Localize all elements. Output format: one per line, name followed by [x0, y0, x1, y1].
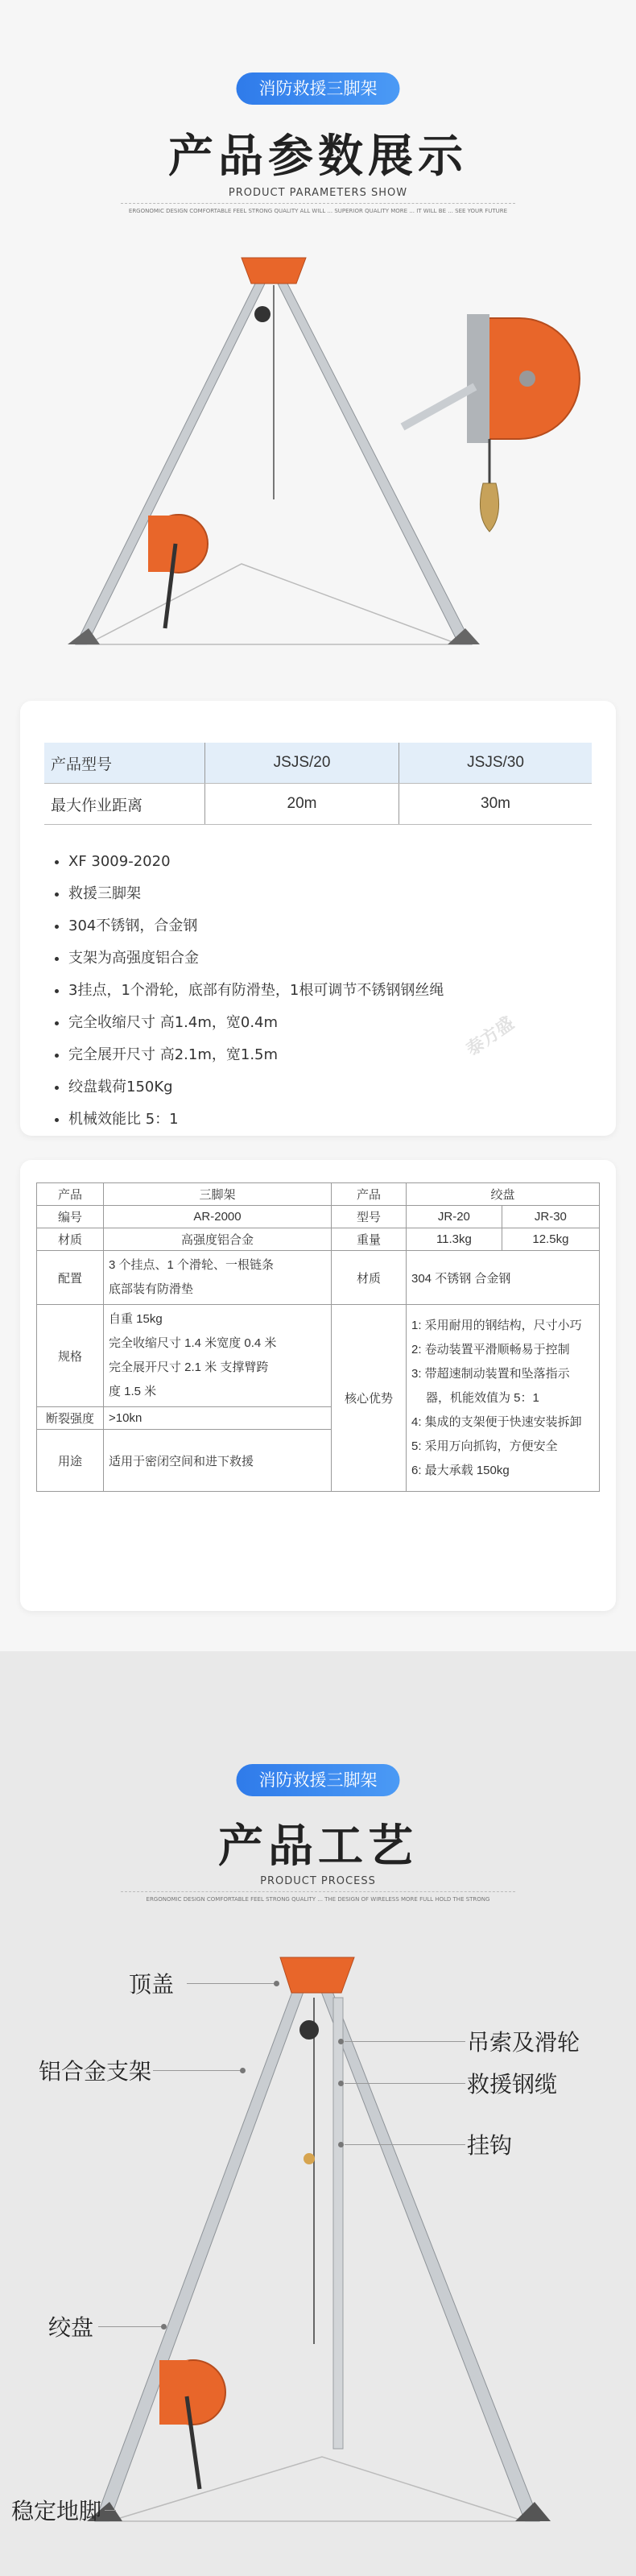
callout-feet: 稳定地脚 [11, 2498, 102, 2524]
dt-adv-4: 4: 集成的支架便于快速安装拆卸 [411, 1414, 582, 1429]
dt-h-winch: 绞盘 [407, 1183, 600, 1206]
spec-list [36, 846, 616, 1136]
table-row [37, 1228, 600, 1251]
section-fine-print-2: ERGONOMIC DESIGN COMFORTABLE FEEL STRONG QUALITY ... THE DESIGN OF WIRELESS MORE FULL HOLD THE STRONG [121, 1891, 515, 1904]
dt-mat-label: 材质 [37, 1228, 104, 1251]
callout-line [153, 2070, 242, 2071]
dt-use-label: 用途 [37, 1430, 104, 1492]
dt-adv-2: 2: 卷动装置平滑顺畅易于控制 [411, 1342, 570, 1356]
tripod-process-illustration [0, 1925, 636, 2570]
dt-adv-3: 3: 带超速制动装置和坠落指示 [411, 1366, 570, 1381]
dt-code-value: AR-2000 [104, 1206, 332, 1228]
dt-spec-line2: 完全收缩尺寸 1.4 米宽度 0.4 米 [109, 1336, 277, 1350]
section-fine-print: ERGONOMIC DESIGN COMFORTABLE FEEL STRONG QUALITY ALL WILL ... SUPERIOR QUALITY MORE ... IT WILL BE ... SEE YOUR FUTURE [121, 203, 515, 216]
category-pill: 消防救援三脚架 [237, 72, 400, 105]
callout-line [345, 2041, 465, 2042]
section-title: 产品参数展示 [168, 130, 468, 183]
dt-h-product1: 产品 [37, 1183, 104, 1206]
dt-code-label: 编号 [37, 1206, 104, 1228]
section-subtitle-2: PRODUCT PROCESS [260, 1875, 376, 1887]
table-row [37, 1251, 600, 1305]
dt-model-label: 型号 [332, 1206, 407, 1228]
spec-header-jsjs20: JSJS/20 [205, 743, 399, 784]
dt-adv-6: 6: 最大承载 150kg [411, 1463, 510, 1477]
dt-h-tripod: 三脚架 [104, 1183, 332, 1206]
dt-spec-value [104, 1305, 332, 1407]
spec-cell-distance-label: 最大作业距离 [44, 784, 205, 825]
dt-h-product2: 产品 [332, 1183, 407, 1206]
list-item: • 救援三脚架 [68, 878, 616, 910]
dt-spec-line1: 自重 15kg [109, 1312, 163, 1326]
dt-break-value: >10kn [104, 1407, 332, 1430]
dt-adv-5: 5: 采用万向抓钩，方便安全 [411, 1439, 558, 1453]
dt-mat-value: 高强度铝合金 [104, 1228, 332, 1251]
dt-use-value: 适用于密闭空间和进下救援 [104, 1430, 332, 1492]
callout-dot [338, 2039, 344, 2044]
callout-hook: 挂钩 [467, 2132, 513, 2159]
dt-mat2-label: 材质 [332, 1251, 407, 1305]
callout-dot [274, 1981, 279, 1986]
callout-pulley: 吊索及滑轮 [467, 2029, 580, 2056]
dt-spec-line3: 完全展开尺寸 2.1 米 支撑臂跨 [109, 1360, 269, 1374]
table-row [37, 1183, 600, 1206]
list-item: • 304不锈钢，合金钢 [68, 910, 616, 942]
callout-dot [338, 2081, 344, 2086]
callout-line [98, 2326, 163, 2327]
dt-weight-b: 12.5kg [502, 1228, 599, 1251]
callout-top-cap: 顶盖 [129, 1971, 175, 1998]
tripod-illustration [0, 226, 636, 677]
dt-mat2-value: 304 不锈钢 合金钢 [407, 1251, 600, 1305]
category-pill-2: 消防救援三脚架 [237, 1764, 400, 1796]
dt-conf-line2: 底部装有防滑垫 [109, 1282, 194, 1296]
list-item: • 支架为高强度铝合金 [68, 942, 616, 975]
callout-dot [161, 2324, 167, 2330]
list-item: • 绞盘载荷150Kg [68, 1071, 616, 1104]
dt-conf-label: 配置 [37, 1251, 104, 1305]
dt-spec-line4: 度 1.5 米 [109, 1385, 157, 1398]
dt-adv-label: 核心优势 [332, 1305, 407, 1492]
spec-table [44, 743, 592, 825]
dt-weight-label: 重量 [332, 1228, 407, 1251]
callout-alloy-leg: 铝合金支架 [39, 2058, 152, 2085]
list-item: • 完全收缩尺寸 高1.4m，宽0.4m [68, 1007, 616, 1039]
callout-dot [240, 2068, 246, 2073]
section-subtitle: PRODUCT PARAMETERS SHOW [228, 187, 408, 199]
dt-conf-value [104, 1251, 332, 1305]
spec-table-row [44, 784, 592, 825]
section-title-2: 产品工艺 [218, 1820, 418, 1873]
table-row [37, 1305, 600, 1407]
spec-cell-distance-20: 20m [205, 784, 399, 825]
callout-rope: 救援钢缆 [467, 2071, 558, 2098]
callout-winch: 绞盘 [48, 2314, 94, 2341]
spec-table-header [44, 743, 592, 784]
detail-table [36, 1182, 600, 1492]
dt-model-b: JR-30 [502, 1206, 599, 1228]
dt-break-label: 断裂强度 [37, 1407, 104, 1430]
spec-card [20, 701, 616, 1136]
callout-line [345, 2083, 465, 2084]
spec-header-jsjs30: JSJS/30 [399, 743, 592, 784]
callout-line [187, 1983, 275, 1984]
table-row [37, 1206, 600, 1228]
detail-card [20, 1160, 616, 1611]
callout-line [345, 2144, 465, 2145]
list-item: • 完全展开尺寸 高2.1m，宽1.5m [68, 1039, 616, 1071]
callout-dot [338, 2142, 344, 2147]
dt-model-a: JR-20 [407, 1206, 502, 1228]
dt-conf-line1: 3 个挂点、1 个滑轮、一根链条 [109, 1258, 275, 1272]
spec-header-model: 产品型号 [44, 743, 205, 784]
list-item: • XF 3009-2020 [68, 846, 616, 878]
spec-cell-distance-30: 30m [399, 784, 592, 825]
list-item: • 机械效能比 5：1 [68, 1104, 616, 1136]
section-process [0, 1651, 636, 2576]
watermark: 泰方盛 [462, 1013, 518, 1061]
dt-adv-1: 1: 采用耐用的钢结构，尺寸小巧 [411, 1318, 582, 1332]
list-item: • 3挂点，1个滑轮，底部有防滑垫，1根可调节不锈钢钢丝绳 [68, 975, 616, 1007]
product-image-tripod [0, 226, 636, 677]
dt-adv-3b: 器，机能效值为 5：1 [426, 1390, 539, 1405]
dt-spec-label: 规格 [37, 1305, 104, 1407]
dt-weight-a: 11.3kg [407, 1228, 502, 1251]
dt-adv-value [407, 1305, 600, 1492]
callout-line [105, 2510, 116, 2511]
